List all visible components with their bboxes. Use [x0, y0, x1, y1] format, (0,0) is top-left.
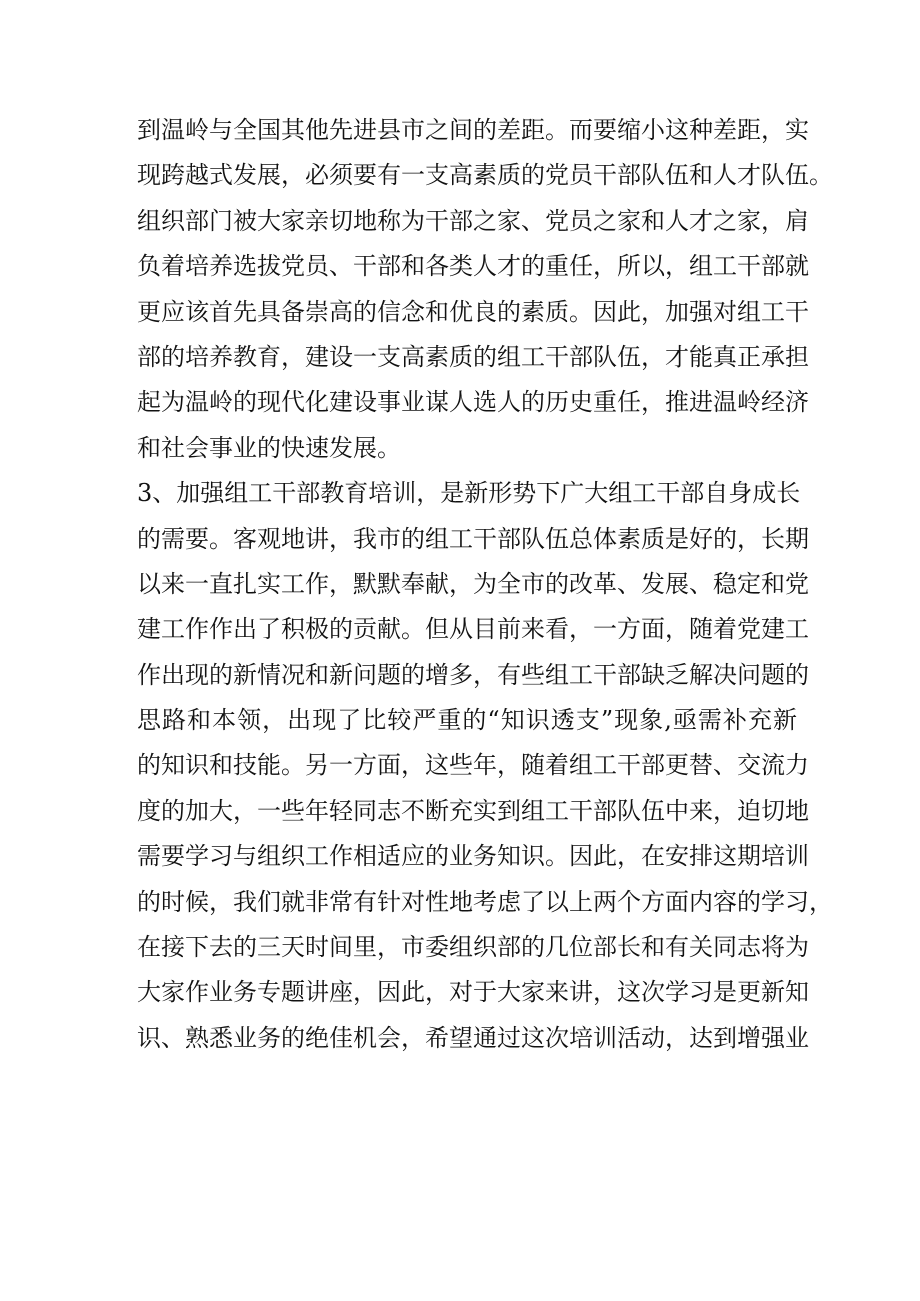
text-line: 组织部门被大家亲切地称为干部之家、党员之家和人才之家，肩: [137, 206, 809, 235]
text-line: 度的加大，一些年轻同志不断充实到组工干部队伍中来，迫切地: [137, 796, 809, 825]
text-line: 更应该首先具备崇高的信念和优良的素质。因此，加强对组工干: [137, 297, 809, 326]
text-line: 需要学习与组织工作相适应的业务知识。因此，在安排这期培训: [137, 842, 809, 871]
text-line: 的需要。客观地讲，我市的组工干部队伍总体素质是好的，长期: [137, 524, 809, 553]
text-line: 起为温岭的现代化建设事业谋人选人的历史重任，推进温岭经济: [137, 388, 809, 417]
text-line: 思路和本领，出现了比较严重的“知识透支”现象,亟需补充新: [137, 706, 797, 735]
text-line: 3、加强组工干部教育培训，是新形势下广大组工干部自身成长: [137, 479, 801, 508]
text-line: 和社会事业的快速发展。: [137, 433, 401, 462]
text-line: 在接下去的三天时间里，市委组织部的几位部长和有关同志将为: [137, 933, 809, 962]
text-line: 以来一直扎实工作，默默奉献，为全市的改革、发展、稳定和党: [137, 569, 809, 598]
text-line: 的知识和技能。另一方面，这些年，随着组工干部更替、交流力: [137, 751, 809, 780]
text-line: 到温岭与全国其他先进县市之间的差距。而要缩小这种差距，实: [137, 116, 809, 144]
text-line: 的时候，我们就非常有针对性地考虑了以上两个方面内容的学习，: [137, 887, 833, 916]
text-line: 作出现的新情况和新问题的增多，有些组工干部缺乏解决问题的: [137, 660, 809, 689]
text-line: 大家作业务专题讲座，因此，对于大家来讲，这次学习是更新知: [137, 978, 809, 1007]
text-line: 负着培养选拔党员、干部和各类人才的重任，所以，组工干部就: [137, 252, 809, 281]
text-line: 现跨越式发展，必须要有一支高素质的党员干部队伍和人才队伍。: [137, 161, 833, 190]
document-body: [137, 108, 833, 1061]
text-line: 建工作作出了积极的贡献。但从目前来看，一方面，随着党建工: [137, 615, 809, 644]
text-line: 部的培养教育，建设一支高素质的组工干部队伍，才能真正承担: [137, 342, 809, 371]
text-line: 识、熟悉业务的绝佳机会，希望通过这次培训活动，达到增强业: [137, 1023, 809, 1052]
paragraph-2: [137, 471, 833, 1061]
paragraph-1: [137, 108, 833, 471]
